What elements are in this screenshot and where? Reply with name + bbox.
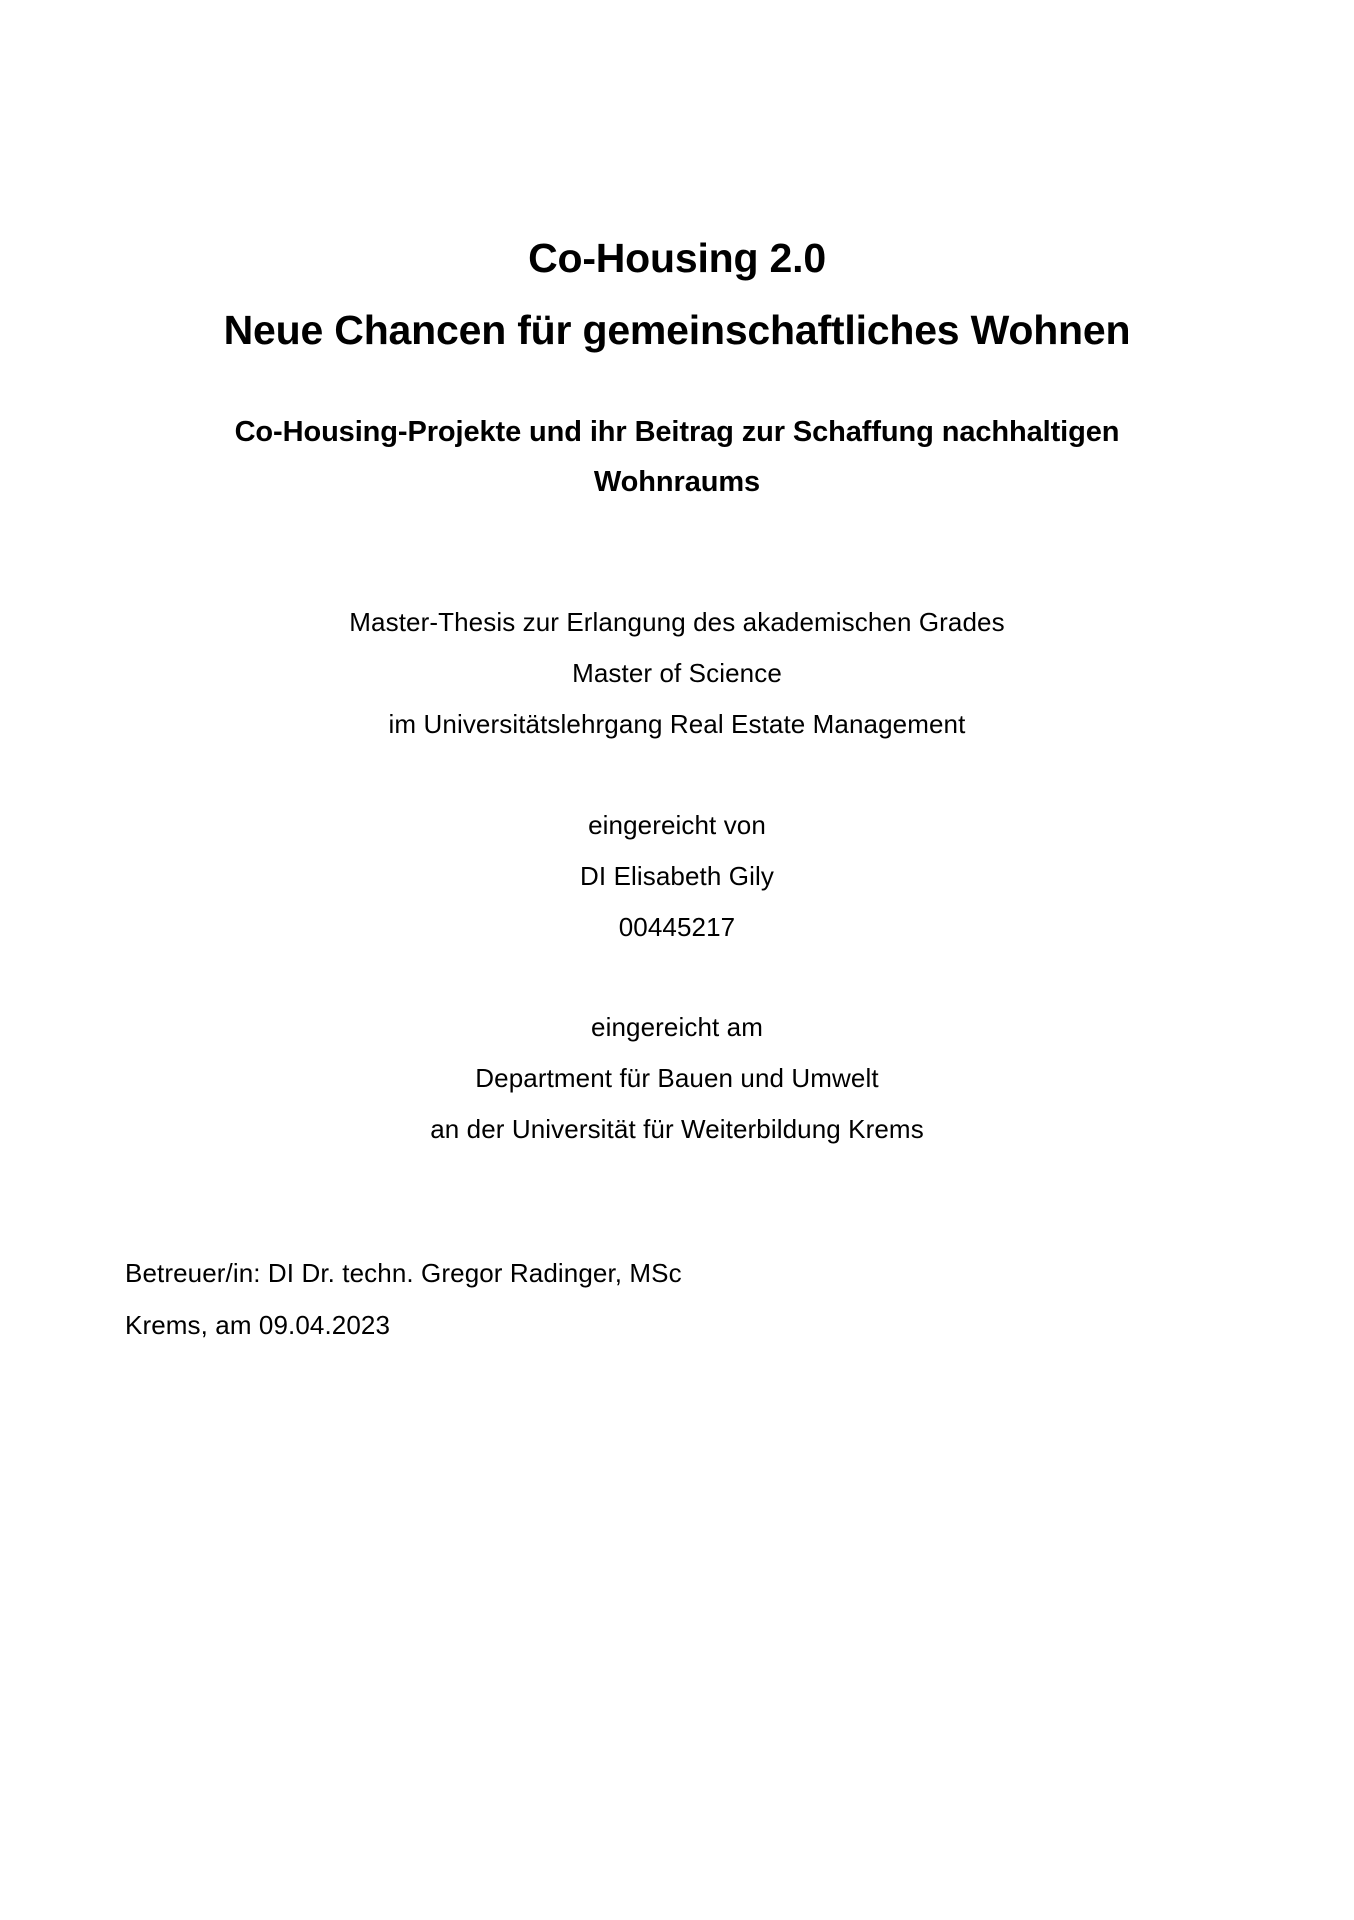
title-line-primary: Co-Housing 2.0 (528, 235, 826, 281)
subtitle-line-2: Wohnraums (593, 466, 761, 498)
thesis-subtitle (125, 407, 1229, 507)
department-name: Department für Bauen und Umwelt (475, 1063, 879, 1093)
footer-block (125, 1247, 1229, 1351)
author-name: DI Elisabeth Gily (580, 861, 774, 891)
supervisor-line: Betreuer/in: DI Dr. techn. Gregor Radinger, MSc (125, 1258, 682, 1288)
matriculation-number: 00445217 (618, 912, 736, 942)
degree-block (125, 597, 1229, 750)
institution-block (125, 1002, 1229, 1155)
degree-line-1: Master-Thesis zur Erlangung des akademischen Grades (349, 607, 1005, 637)
degree-line-3: im Universitätslehrgang Real Estate Management (388, 709, 966, 739)
subtitle-line-1: Co-Housing-Projekte und ihr Beitrag zur Schaffung nachhaltigen (234, 416, 1120, 448)
university-name: an der Universität für Weiterbildung Krems (430, 1114, 924, 1144)
title-line-secondary: Neue Chancen für gemeinschaftliches Wohnen (223, 307, 1131, 353)
place-date-line: Krems, am 09.04.2023 (125, 1310, 391, 1340)
degree-line-2: Master of Science (572, 658, 782, 688)
page-content (125, 0, 1229, 1920)
author-block (125, 800, 1229, 953)
submitted-by-label: eingereicht von (588, 810, 766, 840)
submitted-at-label: eingereicht am (591, 1012, 763, 1042)
thesis-title (125, 222, 1229, 366)
